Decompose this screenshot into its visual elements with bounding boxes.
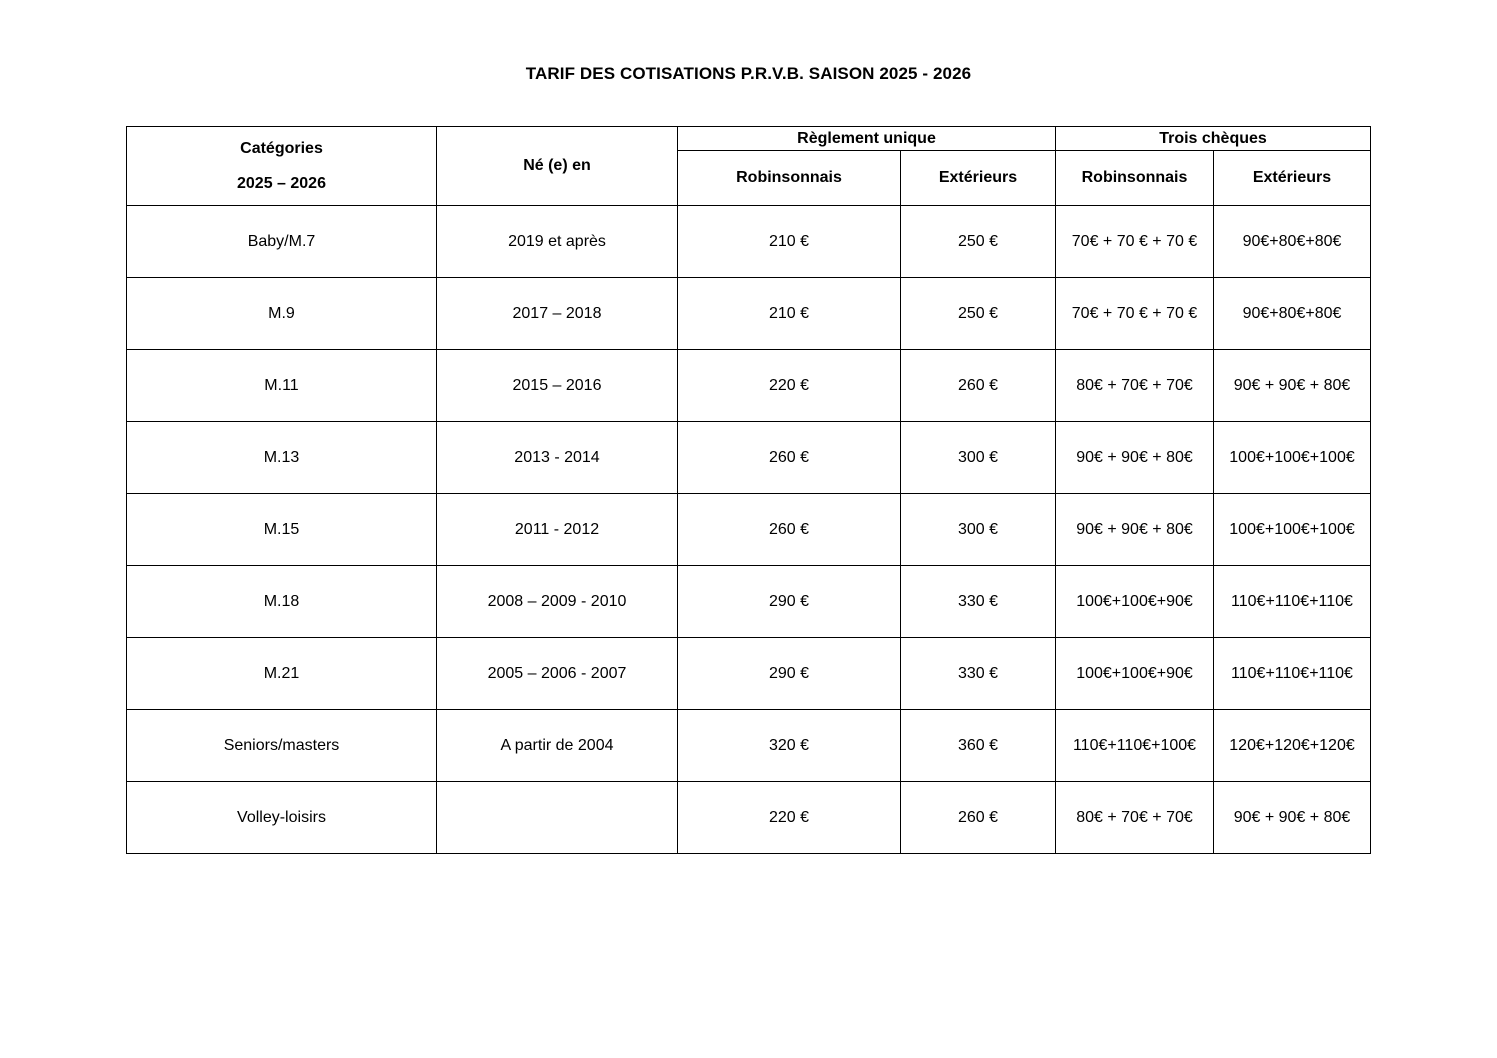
cell-ru-robinsonnais: 220 € [678, 350, 901, 422]
cell-ru-robinsonnais: 290 € [678, 638, 901, 710]
table-row [127, 566, 1371, 638]
cell-tc-exterieurs: 90€+80€+80€ [1214, 278, 1371, 350]
cell-ru-exterieurs: 260 € [901, 350, 1056, 422]
cell-tc-exterieurs: 90€ + 90€ + 80€ [1214, 350, 1371, 422]
header-reglement-unique: Règlement unique [678, 127, 1056, 151]
cell-tc-robinsonnais: 80€ + 70€ + 70€ [1056, 782, 1214, 854]
table-header [127, 127, 1371, 206]
page-title: TARIF DES COTISATIONS P.R.V.B. SAISON 2025 - 2026 [525, 64, 972, 83]
cell-ru-robinsonnais: 220 € [678, 782, 901, 854]
header-ru-robinsonnais: Robinsonnais [678, 151, 901, 206]
table-row [127, 638, 1371, 710]
cell-ru-exterieurs: 250 € [901, 206, 1056, 278]
header-categories [127, 127, 437, 206]
cell-born: 2008 – 2009 - 2010 [437, 566, 678, 638]
cell-tc-robinsonnais: 70€ + 70 € + 70 € [1056, 206, 1214, 278]
cell-category: Baby/M.7 [127, 206, 437, 278]
tariff-table [126, 126, 1371, 854]
cell-ru-robinsonnais: 210 € [678, 206, 901, 278]
cell-category: M.13 [127, 422, 437, 494]
cell-born: 2017 – 2018 [437, 278, 678, 350]
header-tc-robinsonnais: Robinsonnais [1056, 151, 1214, 206]
cell-ru-exterieurs: 360 € [901, 710, 1056, 782]
cell-category: M.11 [127, 350, 437, 422]
cell-category: M.15 [127, 494, 437, 566]
cell-ru-robinsonnais: 260 € [678, 494, 901, 566]
cell-tc-robinsonnais: 100€+100€+90€ [1056, 638, 1214, 710]
cell-born: 2013 - 2014 [437, 422, 678, 494]
cell-tc-exterieurs: 120€+120€+120€ [1214, 710, 1371, 782]
table-row [127, 710, 1371, 782]
cell-ru-robinsonnais: 260 € [678, 422, 901, 494]
cell-ru-robinsonnais: 320 € [678, 710, 901, 782]
cell-ru-exterieurs: 330 € [901, 566, 1056, 638]
cell-tc-robinsonnais: 110€+110€+100€ [1056, 710, 1214, 782]
cell-tc-robinsonnais: 90€ + 90€ + 80€ [1056, 494, 1214, 566]
cell-tc-exterieurs: 100€+100€+100€ [1214, 422, 1371, 494]
header-categories-season: 2025 – 2026 [237, 175, 326, 192]
cell-category: M.21 [127, 638, 437, 710]
cell-tc-exterieurs: 110€+110€+110€ [1214, 566, 1371, 638]
cell-tc-robinsonnais: 70€ + 70 € + 70 € [1056, 278, 1214, 350]
cell-ru-exterieurs: 250 € [901, 278, 1056, 350]
cell-tc-robinsonnais: 80€ + 70€ + 70€ [1056, 350, 1214, 422]
header-born: Né (e) en [437, 127, 678, 206]
table-row [127, 782, 1371, 854]
table-row [127, 350, 1371, 422]
header-ru-exterieurs: Extérieurs [901, 151, 1056, 206]
cell-category: M.9 [127, 278, 437, 350]
cell-category: Volley-loisirs [127, 782, 437, 854]
table-row [127, 422, 1371, 494]
header-trois-cheques: Trois chèques [1056, 127, 1371, 151]
cell-ru-exterieurs: 300 € [901, 494, 1056, 566]
cell-ru-exterieurs: 330 € [901, 638, 1056, 710]
cell-tc-exterieurs: 90€ + 90€ + 80€ [1214, 782, 1371, 854]
table-row [127, 494, 1371, 566]
cell-born: A partir de 2004 [437, 710, 678, 782]
cell-born [437, 782, 678, 854]
cell-category: M.18 [127, 566, 437, 638]
cell-category: Seniors/masters [127, 710, 437, 782]
cell-tc-exterieurs: 90€+80€+80€ [1214, 206, 1371, 278]
cell-ru-robinsonnais: 210 € [678, 278, 901, 350]
cell-tc-robinsonnais: 90€ + 90€ + 80€ [1056, 422, 1214, 494]
cell-born: 2011 - 2012 [437, 494, 678, 566]
cell-born: 2005 – 2006 - 2007 [437, 638, 678, 710]
header-tc-exterieurs: Extérieurs [1214, 151, 1371, 206]
cell-ru-exterieurs: 260 € [901, 782, 1056, 854]
table-body [127, 206, 1371, 854]
table-row [127, 206, 1371, 278]
cell-born: 2015 – 2016 [437, 350, 678, 422]
table-row [127, 278, 1371, 350]
cell-tc-robinsonnais: 100€+100€+90€ [1056, 566, 1214, 638]
cell-ru-exterieurs: 300 € [901, 422, 1056, 494]
header-categories-label: Catégories [240, 140, 323, 157]
cell-tc-exterieurs: 110€+110€+110€ [1214, 638, 1371, 710]
cell-born: 2019 et après [437, 206, 678, 278]
cell-tc-exterieurs: 100€+100€+100€ [1214, 494, 1371, 566]
cell-ru-robinsonnais: 290 € [678, 566, 901, 638]
